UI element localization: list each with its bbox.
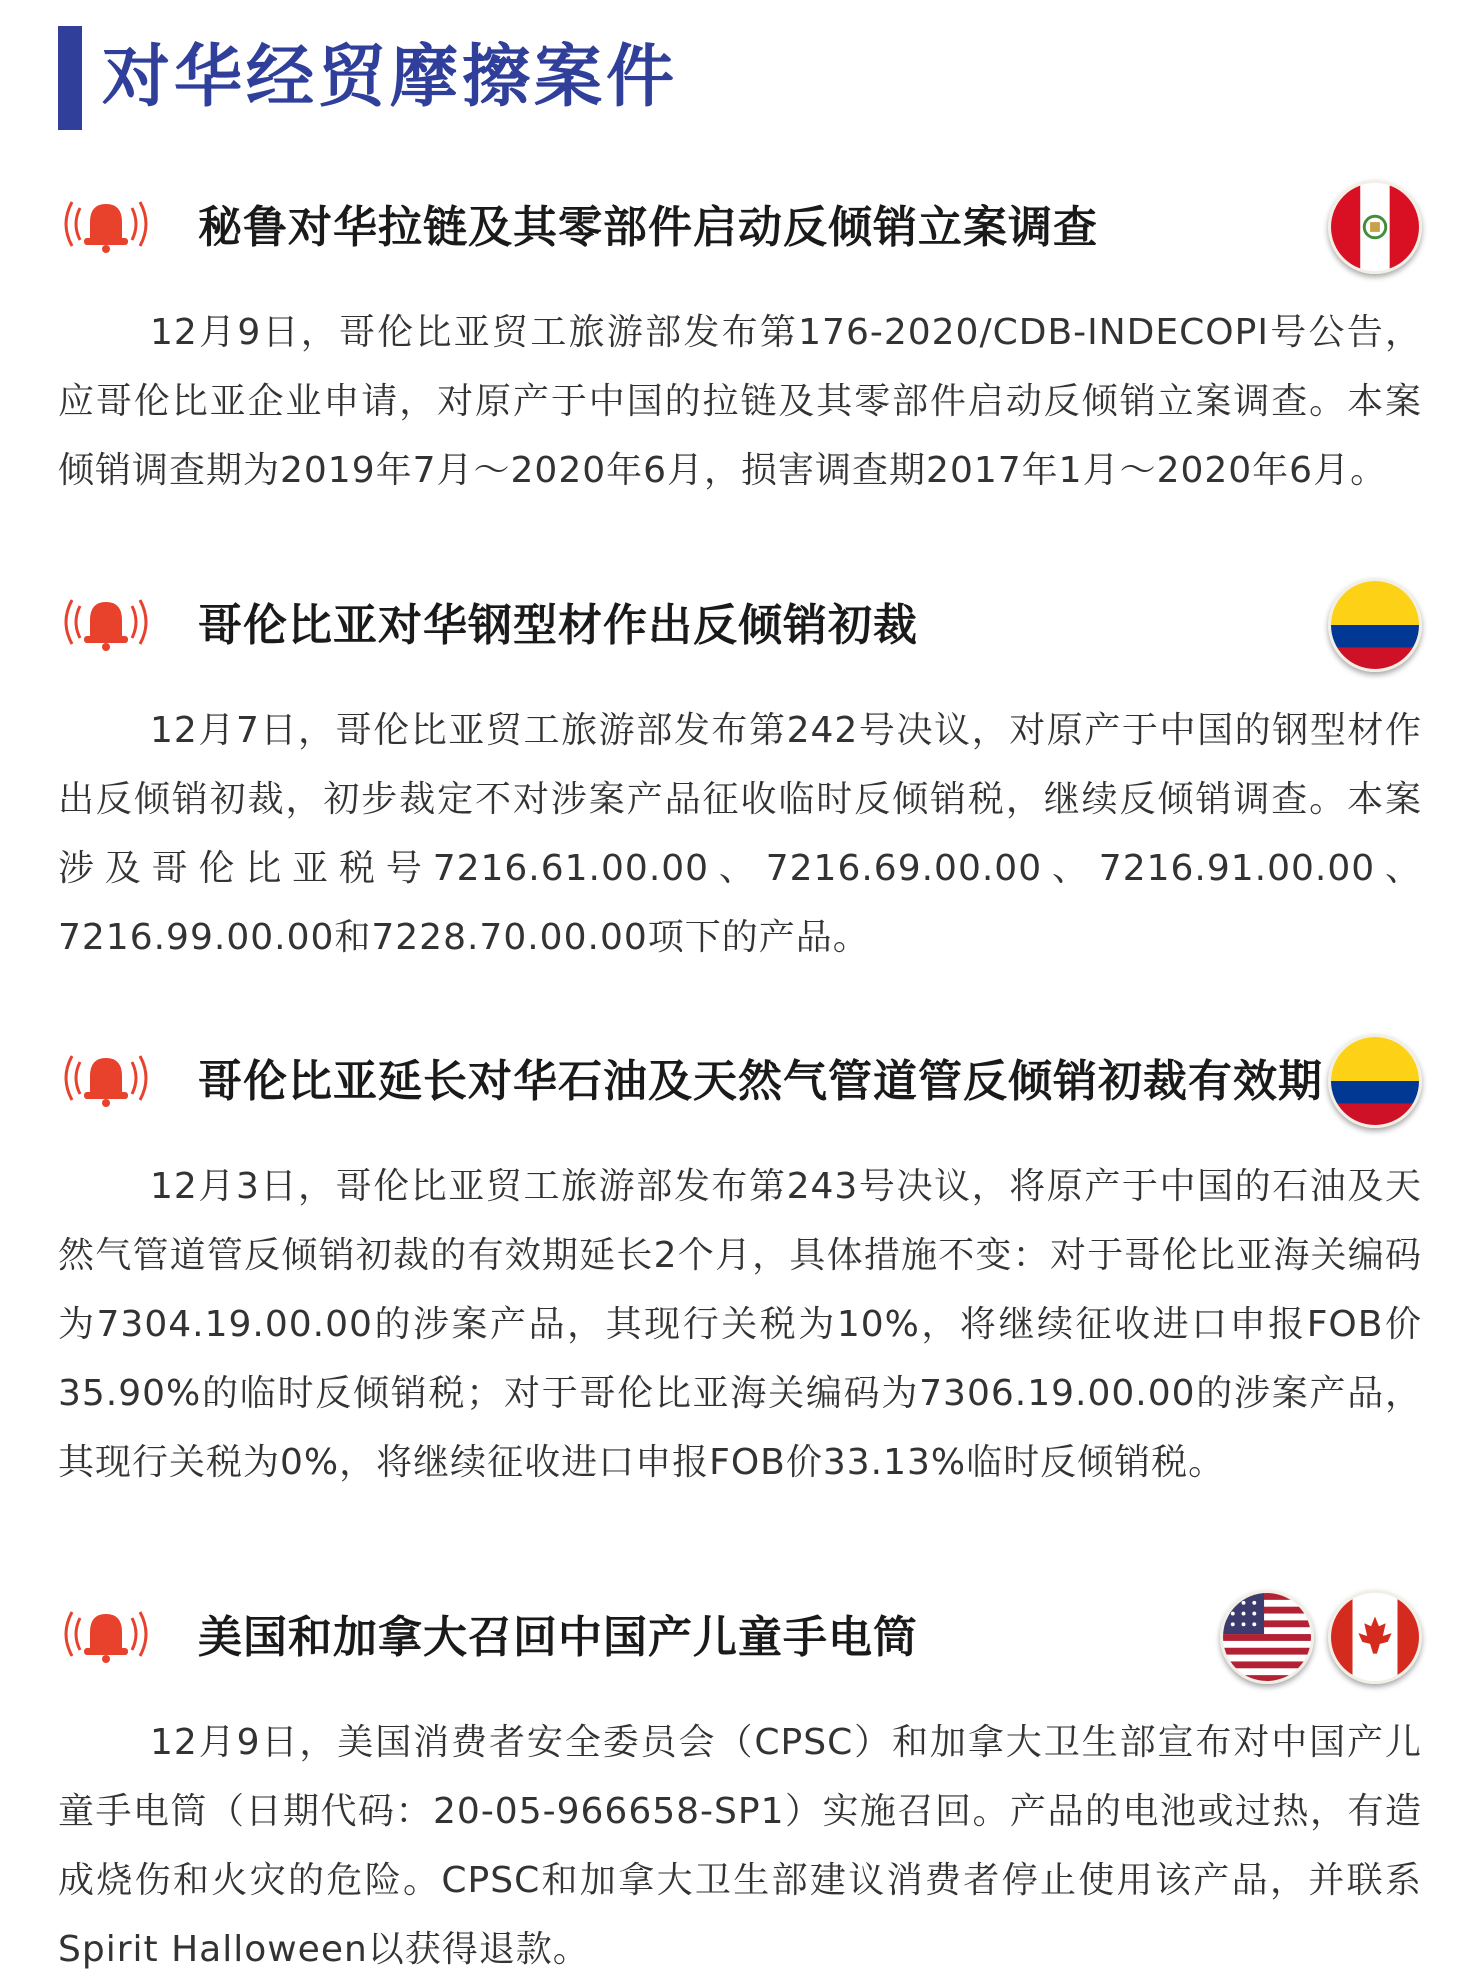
section-header — [58, 26, 678, 130]
colombia-flag-icon — [1328, 1034, 1422, 1128]
peru-flag-icon — [1328, 180, 1422, 274]
alarm-bell-icon — [58, 1604, 154, 1664]
colombia-flag-icon — [1328, 578, 1422, 672]
news-item-title: 秘鲁对华拉链及其零部件启动反倾销立案调查 — [198, 202, 1098, 253]
flag-group — [1328, 180, 1422, 274]
news-item — [58, 180, 1422, 505]
news-item-title: 哥伦比亚延长对华石油及天然气管道管反倾销初裁有效期 — [198, 1056, 1323, 1107]
flag-group — [1328, 578, 1422, 672]
news-item-header — [58, 1034, 1422, 1134]
news-item — [58, 578, 1422, 972]
news-item-body: 12月7日，哥伦比亚贸工旅游部发布第242号决议，对原产于中国的钢型材作出反倾销初裁，初步裁定不对涉案产品征收临时反倾销税，继续反倾销调查。本案涉及哥伦比亚税号7216.61.00.00、7216.69.00.00、7216.91.00.00、7216.99.00.00和7228.70.00.00项下的产品。 — [58, 710, 1422, 958]
usa-flag-icon — [1220, 1590, 1314, 1684]
alarm-bell-icon — [58, 592, 154, 652]
flag-group — [1328, 1034, 1422, 1128]
section-title: 对华经贸摩擦案件 — [102, 38, 679, 117]
news-item-title: 哥伦比亚对华钢型材作出反倾销初裁 — [198, 600, 918, 651]
news-item — [58, 1034, 1422, 1497]
news-item-body: 12月3日，哥伦比亚贸工旅游部发布第243号决议，将原产于中国的石油及天然气管道管反倾销初裁的有效期延长2个月，具体措施不变：对于哥伦比亚海关编码为7304.19.00.00的涉案产品，其现行关税为10%，将继续征收进口申报FOB价35.90%的临时反倾销税；对于哥伦比亚海关编码为7306.19.00.00的涉案产品，其现行关税为0%，将继续征收进口申报FOB价33.13%临时反倾销税。 — [58, 1166, 1422, 1483]
news-item-header — [58, 180, 1422, 280]
flag-group — [1220, 1590, 1422, 1684]
news-item-header — [58, 1590, 1422, 1690]
section-accent-bar — [58, 26, 82, 130]
news-item-header — [58, 578, 1422, 678]
news-item-body: 12月9日，哥伦比亚贸工旅游部发布第176-2020/CDB-INDECOPI号公告，应哥伦比亚企业申请，对原产于中国的拉链及其零部件启动反倾销立案调查。本案倾销调查期为2019年7月～2020年6月，损害调查期2017年1月～2020年6月。 — [58, 312, 1422, 491]
news-item-body: 12月9日，美国消费者安全委员会（CPSC）和加拿大卫生部宣布对中国产儿童手电筒（日期代码：20-05-966658-SP1）实施召回。产品的电池或过热，有造成烧伤和火灾的危险。CPSC和加拿大卫生部建议消费者停止使用该产品，并联系Spirit Halloween以获得退款。 — [58, 1722, 1422, 1970]
alarm-bell-icon — [58, 194, 154, 254]
news-item — [58, 1590, 1422, 1984]
news-item-title: 美国和加拿大召回中国产儿童手电筒 — [198, 1612, 918, 1663]
alarm-bell-icon — [58, 1048, 154, 1108]
canada-flag-icon — [1328, 1590, 1422, 1684]
